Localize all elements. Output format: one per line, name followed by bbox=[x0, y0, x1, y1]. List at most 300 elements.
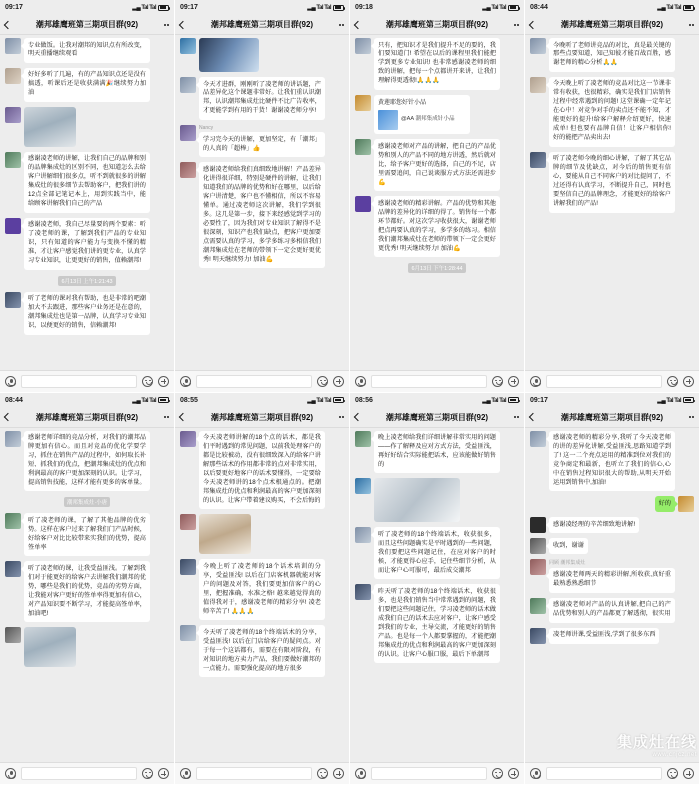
dot bbox=[514, 24, 516, 26]
message-row bbox=[355, 527, 519, 579]
message-text[interactable]: 好的 bbox=[655, 496, 675, 512]
avatar[interactable] bbox=[5, 38, 21, 54]
battery-icon bbox=[508, 5, 519, 11]
dot bbox=[692, 24, 694, 26]
group-title: 潮邦雄鹰班第三期项目群(92) bbox=[560, 412, 664, 422]
card-thumbnail bbox=[378, 110, 398, 130]
timestamp-divider: 潮邦集成灶·小唐 bbox=[64, 497, 110, 507]
message-bubble-wrap bbox=[549, 152, 675, 213]
message-bubble-wrap bbox=[199, 125, 325, 157]
message-text[interactable]: 感谢凌老师的讲解，让我们自己的品牌和别的品牌集成灶的区别不同，也知道怎么去给客户讲解细们很多点，听不到就很多的讲解集成灶的很多细节去帮助客户，把我们讲的12点全部记笔记本上，用到实践当中，能给顾客讲解我们自己的产品 bbox=[24, 152, 150, 213]
message-input-bar bbox=[525, 370, 699, 392]
voice-record-icon[interactable] bbox=[355, 376, 366, 387]
message-row bbox=[180, 625, 344, 677]
more-options-icon[interactable] bbox=[514, 24, 520, 26]
dot bbox=[164, 24, 166, 26]
emoji-icon[interactable] bbox=[667, 768, 678, 779]
avatar[interactable] bbox=[5, 627, 21, 643]
message-list[interactable] bbox=[0, 428, 174, 763]
avatar[interactable] bbox=[530, 598, 546, 614]
battery-icon bbox=[683, 397, 694, 403]
back-chevron-icon[interactable] bbox=[529, 413, 537, 421]
status-time: 09:17 bbox=[180, 4, 198, 11]
battery-level bbox=[685, 399, 691, 401]
message-text[interactable]: 感谢凌老师对产品的认真讲解,把自己的产品优势和别人的产品都更了解透彻，很实用 bbox=[549, 598, 675, 623]
dot bbox=[339, 416, 341, 418]
message-bubble-wrap bbox=[374, 196, 500, 257]
message-row bbox=[5, 38, 169, 63]
avatar[interactable] bbox=[5, 431, 21, 447]
message-row bbox=[180, 162, 344, 268]
watermark-title: 集成灶在线 bbox=[616, 734, 697, 751]
message-image[interactable] bbox=[199, 514, 251, 554]
message-row bbox=[530, 628, 694, 644]
status-bar bbox=[0, 393, 174, 408]
status-bar bbox=[525, 0, 699, 15]
status-time: 08:44 bbox=[530, 4, 548, 11]
message-bubble-wrap bbox=[549, 538, 588, 554]
message-row bbox=[5, 218, 169, 270]
message-row bbox=[5, 627, 169, 667]
battery-level bbox=[335, 399, 341, 401]
status-bar bbox=[350, 393, 524, 408]
message-bubble-wrap bbox=[24, 627, 76, 667]
status-time: 09:18 bbox=[355, 4, 373, 11]
chat-header bbox=[350, 15, 524, 35]
message-row bbox=[355, 139, 519, 191]
message-row bbox=[180, 125, 344, 157]
message-row bbox=[530, 559, 694, 592]
signal-icon: ▂▄ Tal Tal bbox=[657, 397, 681, 404]
message-bubble-wrap bbox=[549, 559, 675, 592]
message-text[interactable]: 感谢凌老师，我自己尽量要的两个要素：听了凌老师的课，了解到我们产品的专业知识，只有知道的客户能力与变换不懂的精准，才让客户感觉我们讲的更专业，认真学习专业知识，让更更好的销售，值赖潮邦! bbox=[24, 218, 150, 270]
avatar[interactable] bbox=[530, 517, 546, 533]
add-more-icon[interactable] bbox=[158, 768, 169, 779]
message-input-field[interactable] bbox=[196, 375, 312, 388]
back-chevron-icon[interactable] bbox=[529, 20, 537, 28]
avatar[interactable] bbox=[530, 431, 546, 447]
status-indicators bbox=[307, 4, 344, 11]
message-bubble-wrap bbox=[199, 431, 325, 510]
message-bubble-wrap bbox=[199, 77, 325, 120]
message-bubble-wrap bbox=[199, 559, 325, 620]
message-input-field[interactable] bbox=[546, 767, 662, 780]
avatar[interactable] bbox=[530, 152, 546, 168]
more-options-icon[interactable] bbox=[164, 24, 170, 26]
status-indicators bbox=[307, 397, 344, 404]
dot bbox=[167, 24, 169, 26]
message-text[interactable]: 听了凌老师的18个终端话术，收获很多，而且这些问题确实是平时遇到的一些问题，我们要把这些问题记住，在应对客户的时候，才能更得心应手，记住些细节分析，从而让客户心可服可，最后成交潮邦 bbox=[374, 527, 500, 579]
avatar[interactable] bbox=[530, 38, 546, 54]
signal-icon: ▂▄ Tal Tal bbox=[307, 5, 331, 11]
message-bubble-wrap bbox=[655, 496, 675, 512]
battery-icon bbox=[333, 397, 344, 403]
message-text[interactable]: 感谢凌老师两天的精彩讲解,所收获,真好重最熟悉熟悉细节 bbox=[549, 568, 675, 593]
battery-icon bbox=[158, 397, 169, 403]
message-input-bar bbox=[175, 370, 349, 392]
dot bbox=[342, 24, 344, 26]
avatar[interactable] bbox=[355, 38, 371, 54]
message-row bbox=[5, 431, 169, 492]
message-row bbox=[530, 496, 694, 512]
more-options-icon[interactable] bbox=[164, 416, 170, 418]
emoji-icon[interactable] bbox=[667, 376, 678, 387]
avatar[interactable] bbox=[355, 431, 371, 447]
message-bubble-wrap bbox=[374, 95, 470, 134]
avatar[interactable] bbox=[355, 478, 371, 494]
battery-level bbox=[335, 6, 341, 8]
battery-level bbox=[685, 6, 691, 8]
message-list[interactable] bbox=[350, 35, 524, 370]
message-list[interactable] bbox=[350, 428, 524, 763]
avatar[interactable] bbox=[180, 77, 196, 93]
back-chevron-icon[interactable] bbox=[354, 413, 362, 421]
avatar[interactable] bbox=[678, 496, 694, 512]
photo-thumbnail bbox=[199, 514, 251, 554]
chat-screen bbox=[0, 0, 175, 393]
dot bbox=[342, 416, 344, 418]
more-options-icon[interactable] bbox=[689, 24, 695, 26]
avatar[interactable] bbox=[180, 625, 196, 641]
status-bar bbox=[175, 0, 349, 15]
avatar[interactable] bbox=[180, 162, 196, 178]
dot bbox=[514, 416, 516, 418]
status-indicators bbox=[657, 397, 694, 404]
voice-record-icon[interactable] bbox=[530, 376, 541, 387]
message-row bbox=[355, 196, 519, 257]
emoji-icon[interactable] bbox=[492, 768, 503, 779]
message-text[interactable]: 听了凌老师的课，了解了其他品牌的优劣势。这样在客户过来了解我们门产品时候，好给客户对比比较带来实我们的优势，提高签单率 bbox=[24, 513, 150, 556]
chat-header bbox=[0, 15, 174, 35]
battery-level bbox=[160, 6, 166, 8]
group-title: 潮邦雄鹰班第三期项目群(92) bbox=[35, 20, 139, 29]
message-image[interactable] bbox=[199, 38, 259, 72]
message-text[interactable]: 今天晚上听了凌老师的竞品对比这一节课非常有收获，也很精彩，确实是我们门店销售过程中经常遇到的问题! 这堂课确一定年记在心中！对竞争对手的卖点还不能不知，才能更好的提升!给客户解释介绍更好，快速成单! 但也要有品牌自信！让客户相信你! 好的能把产品卖出去! bbox=[549, 77, 675, 147]
photo-thumbnail bbox=[24, 107, 76, 147]
message-bubble-wrap bbox=[374, 478, 460, 522]
message-bubble-wrap bbox=[374, 38, 500, 90]
back-chevron-icon[interactable] bbox=[4, 20, 12, 28]
status-bar bbox=[0, 0, 174, 15]
message-input-field[interactable] bbox=[546, 375, 662, 388]
dot bbox=[164, 416, 166, 418]
message-row bbox=[530, 598, 694, 623]
emoji-icon[interactable] bbox=[492, 376, 503, 387]
status-time: 08:55 bbox=[180, 396, 198, 404]
add-more-icon[interactable] bbox=[158, 376, 169, 387]
avatar[interactable] bbox=[5, 561, 21, 577]
card-title: 黄莲耶您好针小品 bbox=[378, 99, 427, 106]
avatar[interactable] bbox=[5, 152, 21, 168]
link-card[interactable] bbox=[374, 95, 470, 134]
message-text[interactable]: 今天才进群，刚刚听了凌老师的讲话题，产品差异化这个课题非常好。让我们重认识潮邦，认识潮邦集成灶比硬件不比广告收率，才更能学到有用的干货！谢谢凌老师分享! bbox=[199, 77, 325, 120]
status-bar bbox=[350, 0, 524, 15]
voice-record-icon[interactable] bbox=[180, 768, 191, 779]
message-list[interactable] bbox=[525, 35, 699, 370]
battery-level bbox=[510, 6, 516, 8]
status-indicators bbox=[132, 397, 169, 404]
message-text[interactable]: 今天凌老师讲解的18个点的话术，都是我们平时遇到的常见问题，以前我处理客户的都是比较被动，没有很细致深入的给客户讲解那些话术的作用都非常的点对非常实用，以后要更好地客户的话术要懂得，一定要给今天凌老师讲的18个点术根通点的。把潮邦集成灶的优点和利润最高的客户更加深刻的认识。让客户带着建议购买，不会后悔的 bbox=[199, 431, 325, 510]
chat-screen bbox=[350, 393, 525, 785]
chat-screen bbox=[175, 393, 350, 785]
photo-thumbnail bbox=[199, 38, 259, 72]
status-time: 09:17 bbox=[530, 396, 548, 404]
message-bubble-wrap bbox=[24, 561, 150, 622]
message-input-field[interactable] bbox=[196, 767, 312, 780]
signal-icon: ▂▄ Tal Tal bbox=[482, 5, 506, 11]
card-body bbox=[378, 110, 466, 130]
message-row bbox=[5, 68, 169, 102]
message-text[interactable]: 凌老师讲课,受益匪浅,学到了很多东西 bbox=[549, 628, 659, 644]
avatar[interactable] bbox=[180, 514, 196, 530]
avatar[interactable] bbox=[355, 196, 371, 212]
message-image[interactable] bbox=[374, 478, 460, 522]
group-title: 潮邦雄鹰班第三期项目群(92) bbox=[385, 412, 489, 422]
add-more-icon[interactable] bbox=[508, 768, 519, 779]
card-text: @AA 潮邦集成针小品 bbox=[401, 116, 455, 123]
dot bbox=[689, 416, 691, 418]
chat-header bbox=[0, 408, 174, 428]
message-row bbox=[355, 584, 519, 663]
chat-header bbox=[525, 15, 699, 35]
message-text[interactable]: 好好多听了几遍，有的产品知识点还是没有搞透，听课后还是收获满满🎉继续努力加油 bbox=[24, 68, 150, 102]
message-bubble-wrap bbox=[549, 431, 675, 492]
emoji-icon[interactable] bbox=[142, 768, 153, 779]
battery-level bbox=[510, 399, 516, 401]
message-bubble-wrap bbox=[374, 139, 500, 191]
chat-header bbox=[525, 408, 699, 428]
message-input-bar bbox=[175, 762, 349, 784]
message-bubble-wrap bbox=[24, 38, 150, 63]
add-more-icon[interactable] bbox=[333, 768, 344, 779]
message-text[interactable]: 今天听了凌老师的18个终端话术的分享，受益匪浅! 以后在门店给客户的疑问点。对于每一个这话都有，需要在有限对阶段，有对知识的地方卖力产品，我们要做好潮邦的一点能力。需要强化提高的地方很多 bbox=[199, 625, 325, 677]
avatar[interactable] bbox=[180, 431, 196, 447]
voice-record-icon[interactable] bbox=[355, 768, 366, 779]
message-bubble-wrap bbox=[24, 218, 150, 270]
signal-icon: ▂▄ Tal Tal bbox=[307, 397, 331, 404]
avatar[interactable] bbox=[180, 125, 196, 141]
voice-record-icon[interactable] bbox=[5, 376, 16, 387]
photo-thumbnail bbox=[374, 478, 460, 522]
message-input-field[interactable] bbox=[21, 375, 137, 388]
battery-icon bbox=[333, 5, 344, 11]
message-text[interactable]: 今晚听了老师讲竞品的对比，真是最关键的那些点要知道，知己知彼才能百战百胜，感谢老师的精心分析🙏🙏 bbox=[549, 38, 675, 72]
message-bubble-wrap bbox=[24, 292, 150, 335]
avatar[interactable] bbox=[5, 292, 21, 308]
message-text[interactable]: 感谢凌老师的精彩讲解。产品的优势和其他品牌的差异化的详细的得了。销售每一个都环节都好。对这次学习收获很大，谢谢老师把点再要认真的学习，多学多的练习。相信我们潮邦集成灶在老师的带领下一定会更好更优秀! 明天继续努力! 加油💪 bbox=[374, 196, 500, 257]
message-row bbox=[180, 431, 344, 510]
status-time: 08:56 bbox=[355, 396, 373, 404]
message-bubble-wrap bbox=[374, 584, 500, 663]
message-image[interactable] bbox=[24, 107, 76, 147]
voice-record-icon[interactable] bbox=[5, 768, 16, 779]
add-more-icon[interactable] bbox=[508, 376, 519, 387]
message-input-field[interactable] bbox=[21, 767, 137, 780]
chat-screen bbox=[525, 0, 700, 393]
message-list[interactable] bbox=[175, 428, 349, 763]
dot bbox=[517, 24, 519, 26]
signal-icon: ▂▄ Tal Tal bbox=[132, 5, 156, 11]
status-indicators bbox=[482, 397, 519, 404]
add-more-icon[interactable] bbox=[333, 376, 344, 387]
message-row bbox=[355, 95, 519, 134]
status-time: 08:44 bbox=[5, 396, 23, 404]
message-input-bar bbox=[525, 762, 699, 784]
avatar[interactable] bbox=[5, 218, 21, 234]
avatar[interactable] bbox=[355, 584, 371, 600]
message-text[interactable]: 感谢凌老师的精彩分享,我听了今天凌老师的讲的差异化讲解,受益匪浅,思路知道学到了! 这一二个亮点运用的精准到位对我们的竞争商定和最新，也听立了我们的信心,心中在销售过程知识很大的帮助,从明天开始运用到销售中,加油! bbox=[549, 431, 675, 492]
signal-icon: ▂▄ Tal Tal bbox=[132, 397, 156, 404]
chat-screen bbox=[350, 0, 525, 393]
message-text[interactable]: 收到，谢谢 bbox=[549, 538, 588, 554]
status-indicators bbox=[132, 4, 169, 11]
avatar[interactable] bbox=[5, 513, 21, 529]
message-text[interactable]: 只有，把知识才是我们提升不足的要的，我们要知道门! 希望在以后的课程里我们能把学到更多专业知识! 也非常感谢凌老师的细致的讲解，把每一个点都讲开来讲，让我们理解得更透彻!🙏🙏🙏 bbox=[374, 38, 500, 90]
avatar[interactable] bbox=[355, 139, 371, 155]
message-text[interactable]: 昨天听了凌老师的18个终端话术，收获很多，也是我们销售当中常常遇到的问题，我们要把这些问题记住，学习凌老师的话术做成我们自己的话术去应对客户，让客户感受到我们的专业，主导交流，才能更好的销售产品。也是每一个人都要掌握的，才能把潮邦集成灶的优点和利润最高的客户更加深刻的认识。让客户心服口服，最后下单潮邦 bbox=[374, 584, 500, 663]
message-bubble-wrap bbox=[374, 431, 500, 474]
chat-header bbox=[175, 15, 349, 35]
battery-icon bbox=[508, 397, 519, 403]
message-text[interactable]: 感谢凌经理的辛苦细致地讲解! bbox=[549, 517, 639, 533]
back-chevron-icon[interactable] bbox=[179, 413, 187, 421]
message-row bbox=[530, 538, 694, 554]
status-bar bbox=[525, 393, 699, 408]
message-bubble-wrap bbox=[24, 431, 150, 492]
message-row bbox=[530, 38, 694, 72]
message-row bbox=[5, 292, 169, 335]
group-title: 潮邦雄鹰班第三期项目群(92) bbox=[385, 20, 489, 29]
message-row bbox=[5, 107, 169, 147]
avatar[interactable] bbox=[180, 559, 196, 575]
more-options-icon[interactable] bbox=[339, 416, 345, 418]
message-bubble-wrap bbox=[24, 68, 150, 102]
timestamp-divider: 6月13日 下午1:28:44 bbox=[408, 263, 465, 273]
message-bubble-wrap bbox=[549, 628, 659, 644]
message-row bbox=[180, 514, 344, 554]
message-text[interactable]: 听了老师的课对我有帮助，也是非常的吧潮加大不去跟进，那些客户业务还是在意的，潮邦集成灶也是第一品牌，认真学习专业知识，以便更好的销售，信赖潮邦! bbox=[24, 292, 150, 335]
message-bubble-wrap bbox=[24, 513, 150, 556]
photo-thumbnail bbox=[24, 627, 76, 667]
signal-icon: ▂▄ Tal Tal bbox=[657, 5, 681, 11]
avatar[interactable] bbox=[355, 95, 371, 111]
message-list[interactable] bbox=[175, 35, 349, 370]
battery-icon bbox=[158, 5, 169, 11]
back-chevron-icon[interactable] bbox=[179, 20, 187, 28]
voice-record-icon[interactable] bbox=[530, 768, 541, 779]
chat-header bbox=[175, 408, 349, 428]
avatar[interactable] bbox=[530, 559, 546, 575]
message-input-field[interactable] bbox=[371, 767, 487, 780]
emoji-icon[interactable] bbox=[317, 768, 328, 779]
more-options-icon[interactable] bbox=[689, 416, 695, 418]
message-bubble-wrap bbox=[549, 77, 675, 147]
message-list[interactable] bbox=[0, 35, 174, 370]
message-row bbox=[180, 77, 344, 120]
avatar[interactable] bbox=[530, 538, 546, 554]
watermark-url: www.cnjcz.net bbox=[652, 752, 697, 758]
battery-icon bbox=[683, 5, 694, 11]
message-bubble-wrap bbox=[374, 527, 500, 579]
dot bbox=[689, 24, 691, 26]
message-bubble-wrap bbox=[549, 38, 675, 72]
group-title: 潮邦雄鹰班第三期项目群(92) bbox=[210, 412, 314, 422]
message-input-field[interactable] bbox=[371, 375, 487, 388]
battery-level bbox=[160, 399, 166, 401]
message-text[interactable]: 学习完今天的讲解，更加坚定，有「潮邦」的人真的「超棒」👍 bbox=[199, 132, 325, 157]
signal-icon: ▂▄ Tal Tal bbox=[482, 397, 506, 404]
message-row bbox=[5, 152, 169, 213]
back-chevron-icon[interactable] bbox=[354, 20, 362, 28]
chat-header bbox=[350, 408, 524, 428]
avatar[interactable] bbox=[5, 68, 21, 84]
sender-name: 同顾 潮邦集成灶 bbox=[549, 560, 586, 567]
chat-screen bbox=[525, 393, 700, 785]
emoji-icon[interactable] bbox=[317, 376, 328, 387]
group-title: 潮邦雄鹰班第三期项目群(92) bbox=[35, 412, 139, 422]
message-list[interactable] bbox=[525, 428, 699, 763]
message-bubble-wrap bbox=[549, 517, 639, 533]
voice-record-icon[interactable] bbox=[180, 376, 191, 387]
message-bubble-wrap bbox=[24, 152, 150, 213]
more-options-icon[interactable] bbox=[339, 24, 345, 26]
message-row bbox=[180, 559, 344, 620]
message-row bbox=[530, 77, 694, 147]
status-indicators bbox=[482, 4, 519, 11]
message-text[interactable]: 感谢凌老师给我们真细致地讲解！产品差异化讲得很详细，特别是硬件的讲解，让我们知道我们的品牌的优势和好在哪里，以后给客户讲清楚，客户也不懂相信，所以不容易懂单。通过凌老师这次讲解，我们学到很多。这几是第一步，接下来经感觉到学习的必要性了，因为我们对专业知识了解得不是很深刻，知识产也我们缺点，把客户更加要点需要认真的学习，多学多练习多相信我们潮邦集成灶在老师的带领下一定会更好更优秀! 明天继续努力! 加油💪 bbox=[199, 162, 325, 268]
avatar[interactable] bbox=[180, 38, 196, 54]
status-time: 09:17 bbox=[5, 4, 23, 11]
message-input-bar bbox=[350, 762, 524, 784]
message-row bbox=[180, 38, 344, 72]
message-text[interactable]: 感谢凌老师对产品的讲解，把自己的产品优势和别人的产品不同的地方讲透，然后就对比，给予客户更好的选择，自己的不足，店里需要追问，自己说谈服方式方法还需进步💪 bbox=[374, 139, 500, 191]
message-image[interactable] bbox=[24, 627, 76, 667]
message-row bbox=[530, 431, 694, 492]
avatar[interactable] bbox=[5, 107, 21, 123]
message-input-bar bbox=[350, 370, 524, 392]
message-row bbox=[355, 38, 519, 90]
more-options-icon[interactable] bbox=[514, 416, 520, 418]
add-more-icon[interactable] bbox=[683, 768, 694, 779]
message-bubble-wrap bbox=[199, 38, 259, 72]
message-row bbox=[5, 513, 169, 556]
avatar[interactable] bbox=[530, 628, 546, 644]
message-text[interactable]: 专业做饭。让我对潮邦的知识点有所改变，明天重播继续观看 bbox=[24, 38, 150, 63]
message-bubble-wrap bbox=[199, 162, 325, 268]
dot bbox=[517, 416, 519, 418]
message-text[interactable]: 听了凌老师今晚的细心讲解，了解了其它品牌的细节及优缺点，对今后的销售更有信心，要能从自己不同客户的对比提问了，不过还得有认真学习，不断提升自己，同时也要坚信自己的品牌理念，才能更好的给客户讲解我们的产品! bbox=[549, 152, 675, 213]
message-bubble-wrap bbox=[199, 625, 325, 677]
back-chevron-icon[interactable] bbox=[4, 413, 12, 421]
message-text[interactable]: 晚上凌老师给我们详细讲解非常实用的问题——作了解释及应对方式方法，受益匪浅，再好好结合实际能把话术，应该能做好销售的 bbox=[374, 431, 500, 474]
emoji-icon[interactable] bbox=[142, 376, 153, 387]
group-title: 潮邦雄鹰班第三期项目群(92) bbox=[560, 20, 664, 29]
message-text[interactable]: 听了凌老师的课，让我受益匪浅。了解到我们对于能更好的给客户去讲解我们潮邦的优势，哪些是我们的优势，竞品的劣势方面，让我能对客户更好的签单率得更加有信心，对产品知识要不断学习，才能提高签单率，加油吧! bbox=[24, 561, 150, 622]
add-more-icon[interactable] bbox=[683, 376, 694, 387]
message-text[interactable]: 今晚上听了凌老师的18个话术培训的分享，受益匪浅! 以后在门店客机器就能对客户的问题及对答，我们要更加信客户的心里，把握准确，水准之格! 越来越觉得真的值得我对于，感谢凌老师的精彩分享! 凌老师辛苦了! 🙏🙏🙏 bbox=[199, 559, 325, 620]
message-text[interactable]: 感谢老师详细的竞品分析，对我们的潮邦品牌更加有信心。而且对竞品的优化学要学习，抓住在销售产品的过程中，如何取长补短、抓我们的优点，把潮邦集成灶的优点和利润最高的客户更加深刻的认识。让学习，提高销售技能，这样才能有更多的客单量。 bbox=[24, 431, 150, 492]
message-bubble-wrap bbox=[549, 598, 675, 623]
avatar[interactable] bbox=[530, 77, 546, 93]
timestamp-divider: 6月13日 上午1:21:43 bbox=[58, 276, 115, 286]
message-row bbox=[355, 431, 519, 474]
message-row bbox=[530, 152, 694, 213]
avatar[interactable] bbox=[355, 527, 371, 543]
chat-screen bbox=[0, 393, 175, 785]
chat-screen bbox=[175, 0, 350, 393]
message-row bbox=[530, 517, 694, 533]
dot bbox=[167, 416, 169, 418]
